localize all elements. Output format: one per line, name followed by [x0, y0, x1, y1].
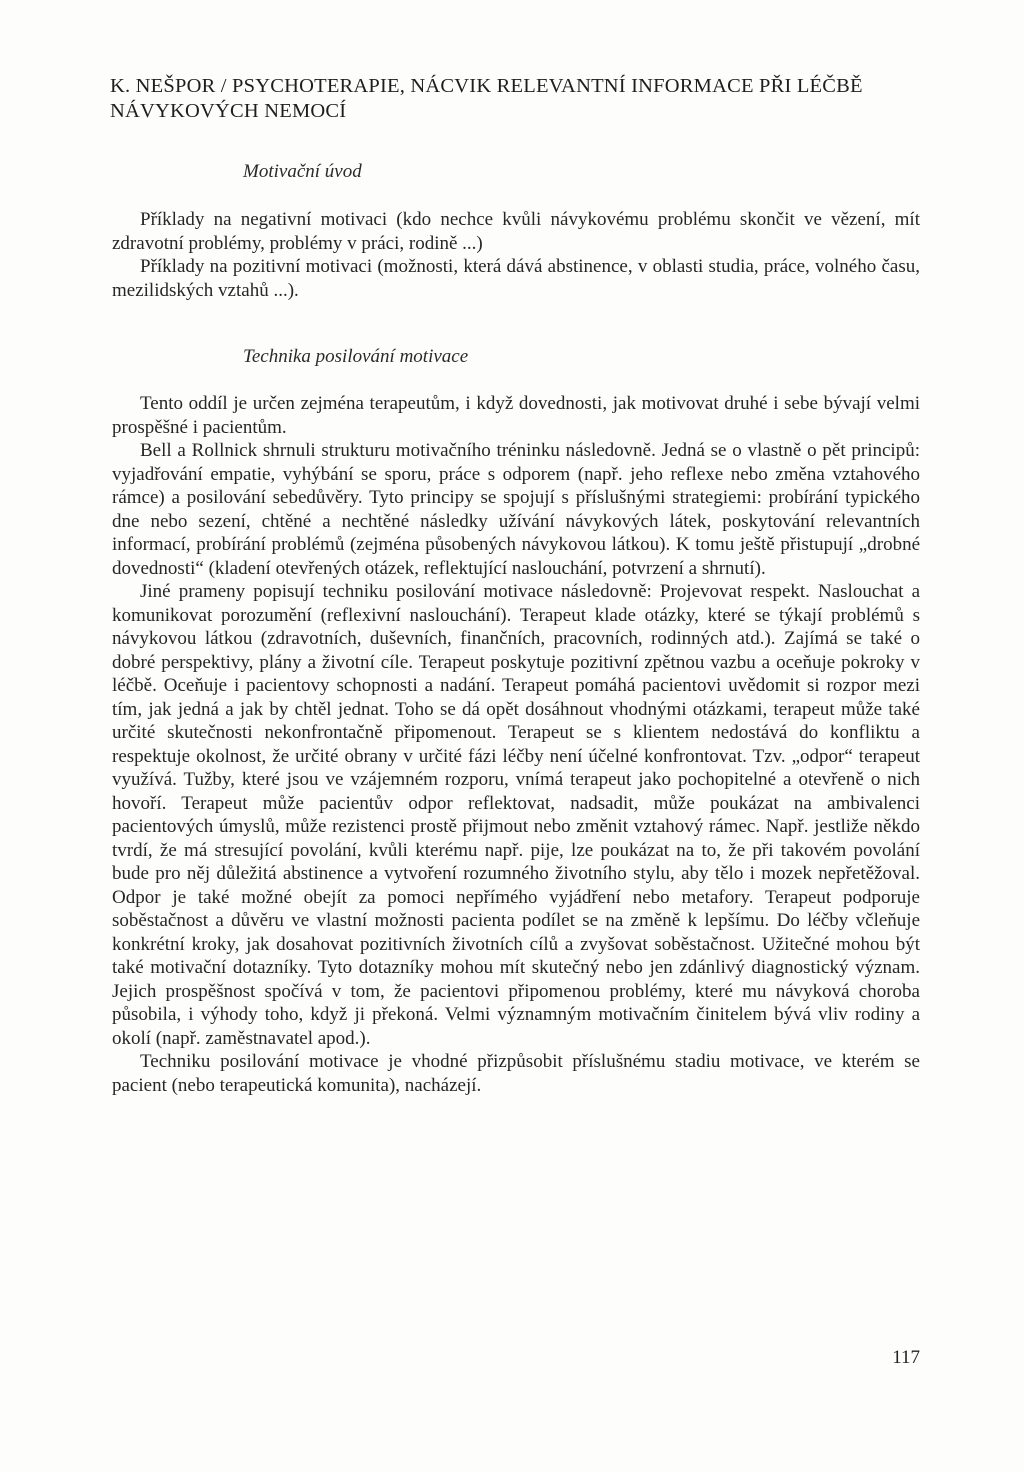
section-body-motivacni-uvod — [112, 208, 920, 302]
page-number: 117 — [892, 1347, 920, 1368]
section-title-technika-posilovani-motivace: Technika posilování motivace — [243, 346, 469, 367]
section-title-motivacni-uvod: Motivační úvod — [243, 161, 362, 182]
paragraph: Příklady na pozitivní motivaci (možnosti, která dává abstinence, v oblasti studia, práce, volného času, mezilidských vztahů ...). — [112, 256, 920, 301]
section-body-technika-posilovani-motivace — [112, 392, 920, 1097]
paragraph: Tento oddíl je určen zejména terapeutům, i když dovednosti, jak motivovat druhé i sebe bývají velmi prospěšné i pacientům. — [112, 393, 920, 438]
running-header: K. NEŠPOR / PSYCHOTERAPIE, NÁCVIK RELEVANTNÍ INFORMACE PŘI LÉČBĚ NÁVYKOVÝCH NEMOCÍ — [110, 75, 863, 122]
paragraph: Příklady na negativní motivaci (kdo nechce kvůli návykovému problému skončit ve vězení, mít zdravotní problémy, problémy v práci, rodině ...) — [112, 209, 920, 254]
paragraph: Jiné prameny popisují techniku posilování motivace následovně: Projevovat respekt. Naslouchat a komunikovat porozumění (reflexivní naslouchání). Terapeut klade otázky, které se týkají problémů s návykovou látkou (zdravotních, duševních, finančních, pracovních, rodinných atd.). Zajímá se také o dobré perspektivy, plány a životní cíle. Terapeut poskytuje pozitivní zpětnou vazbu a oceňuje pokroky v léčbě. Oceňuje i pacientovy schopnosti a nadání. Terapeut pomáhá pacientovi uvědomit si rozpor mezi tím, jak jedná a jak by chtěl jednat. Toho se dá opět dosáhnout vhodnými otázkami, terapeut může také určité skutečnosti nekonfrontačně připomenout. Terapeut se s klientem nedostává do konfliktu a respektuje okolnost, že určité obrany v určité fázi léčby není účelné konfrontovat. Tzv. „odpor“ terapeut využívá. Tužby, které jsou ve vzájemném rozporu, vnímá terapeut jako pochopitelné a otevřeně o nich hovoří. Terapeut může pacientův odpor reflektovat, nadsadit, může poukázat na ambivalenci pacientových úmyslů, může rezistenci prostě přijmout nebo změnit vztahový rámec. Např. jestliže někdo tvrdí, že má stresující povolání, kvůli kterému např. pije, lze poukázat na to, že při takovém povolání bude pro něj důležitá abstinence a vytvoření rozumného životního stylu, aby tělo i mozek nepřetěžoval. Odpor je také možné obejít za pomoci nepřímého vyjádření nebo metafory. Terapeut podporuje soběstačnost a důvěru ve vlastní možnosti pacienta podílet se na změně k lepšímu. Do léčby včleňuje konkrétní kroky, jak dosahovat pozitivních životních cílů a zvyšovat soběstačnost. Užitečné mohou být také motivační dotazníky. Tyto dotazníky mohou mít skutečný nebo jen zdánlivý diagnostický význam. Jejich prospěšnost spočívá v tom, že pacientovi připomenou problémy, které mu návyková choroba působila, i výhody toho, když ji překoná. Velmi významným motivačním činitelem bývá vliv rodiny a okolí (např. zaměstnavatel apod.). — [112, 581, 920, 1049]
paragraph: Techniku posilování motivace je vhodné přizpůsobit příslušnému stadiu motivace, ve kterém se pacient (nebo terapeutická komunita), nacházejí. — [112, 1051, 920, 1096]
paragraph: Bell a Rollnick shrnuli strukturu motivačního tréninku následovně. Jedná se o vlastně o pět principů: vyjadřování empatie, vyhýbání se sporu, práce s odporem (např. jeho reflexe nebo změna vztahového rámce) a posilování sebedůvěry. Tyto principy se spojují s příslušnými strategiemi: probírání typického dne nebo sezení, chtěné a nechtěné následky užívání návykových látek, poskytování relevantních informací, probírání problémů (zejména působených návykovou látkou). K tomu ještě přistupují „drobné dovednosti“ (kladení otevřených otázek, reflektující naslouchání, potvrzení a shrnutí). — [112, 440, 920, 579]
